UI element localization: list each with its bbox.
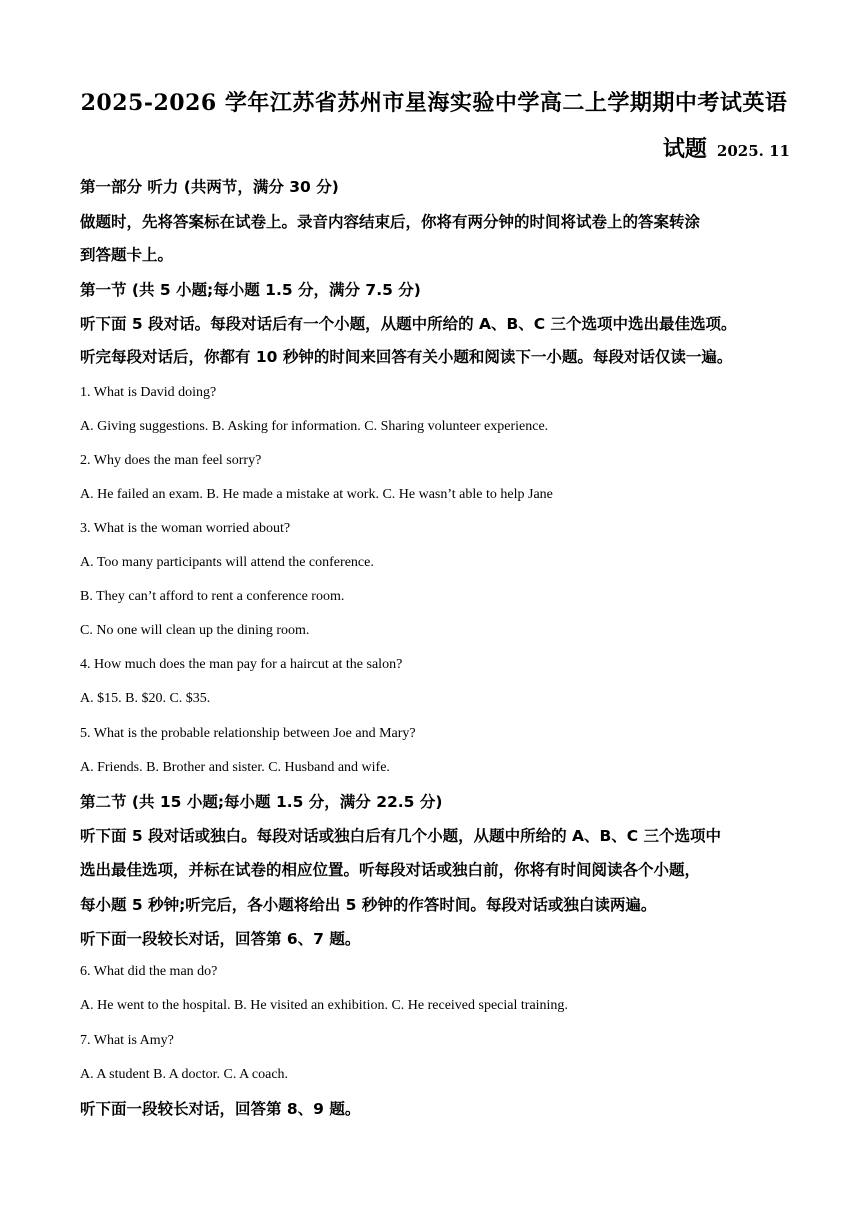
question-1-options: A. Giving suggestions. B. Asking for information. C. Sharing volunteer experience. (80, 419, 549, 434)
question-5-options: A. Friends. B. Brother and sister. C. Husband and wife. (80, 760, 390, 775)
exam-date: 2025. 11 (716, 142, 790, 160)
section1-heading: 第一节 (共 5 小题;每小题 1.5 分，满分 7.5 分) (80, 281, 421, 299)
part1-instruction-line1: 做题时，先将答案标在试卷上。录音内容结束后，你将有两分钟的时间将试卷上的答案转涂 (80, 213, 701, 231)
section2-instruction-line2: 选出最佳选项，并标在试卷的相应位置。听每段对话或独白前，你将有时间阅读各个小题， (80, 861, 701, 879)
group1-heading: 听下面一段较长对话，回答第 6、7 题。 (80, 930, 361, 948)
section2-heading: 第二节 (共 15 小题;每小题 1.5 分，满分 22.5 分) (80, 793, 443, 811)
section2-instruction-line1: 听下面 5 段对话或独白。每段对话或独白后有几个小题，从题中所给的 A、B、C 三个选项中 (80, 827, 722, 845)
question-3-option-b: B. They can’t afford to rent a conference room. (80, 589, 345, 604)
exam-title-continued (663, 134, 790, 166)
section1-instruction-line1: 听下面 5 段对话。每段对话后有一个小题，从题中所给的 A、B、C 三个选项中选出最佳选项。 (80, 315, 737, 333)
group2-heading: 听下面一段较长对话，回答第 8、9 题。 (80, 1100, 361, 1118)
question-3: 3. What is the woman worried about? (80, 521, 291, 536)
question-4: 4. How much does the man pay for a haircut at the salon? (80, 657, 403, 672)
question-4-options: A. $15. B. $20. C. $35. (80, 691, 211, 706)
part1-instruction-line2: 到答题卡上。 (80, 246, 174, 264)
exam-title: 2025-2026 学年江苏省苏州市星海实验中学高二上学期期中考试英语 (80, 90, 788, 116)
question-6: 6. What did the man do? (80, 964, 218, 979)
section2-instruction-line3: 每小题 5 秒钟;听完后，各小题将给出 5 秒钟的作答时间。每段对话或独白读两遍。 (80, 896, 657, 914)
question-7: 7. What is Amy? (80, 1033, 174, 1048)
question-7-options: A. A student B. A doctor. C. A coach. (80, 1067, 289, 1082)
part1-heading: 第一部分 听力 (共两节，满分 30 分) (80, 178, 339, 196)
section1-instruction-line2: 听完每段对话后，你都有 10 秒钟的时间来回答有关小题和阅读下一小题。每段对话仅读一遍。 (80, 348, 733, 366)
question-5: 5. What is the probable relationship between Joe and Mary? (80, 726, 416, 741)
question-6-options: A. He went to the hospital. B. He visited an exhibition. C. He received special training. (80, 998, 568, 1013)
question-2: 2. Why does the man feel sorry? (80, 453, 262, 468)
question-3-option-c: C. No one will clean up the dining room. (80, 623, 310, 638)
question-1: 1. What is David doing? (80, 385, 217, 400)
exam-title-end: 试题 (662, 136, 707, 162)
question-2-options: A. He failed an exam. B. He made a mistake at work. C. He wasn’t able to help Jane (80, 487, 553, 502)
question-3-option-a: A. Too many participants will attend the conference. (80, 555, 374, 570)
